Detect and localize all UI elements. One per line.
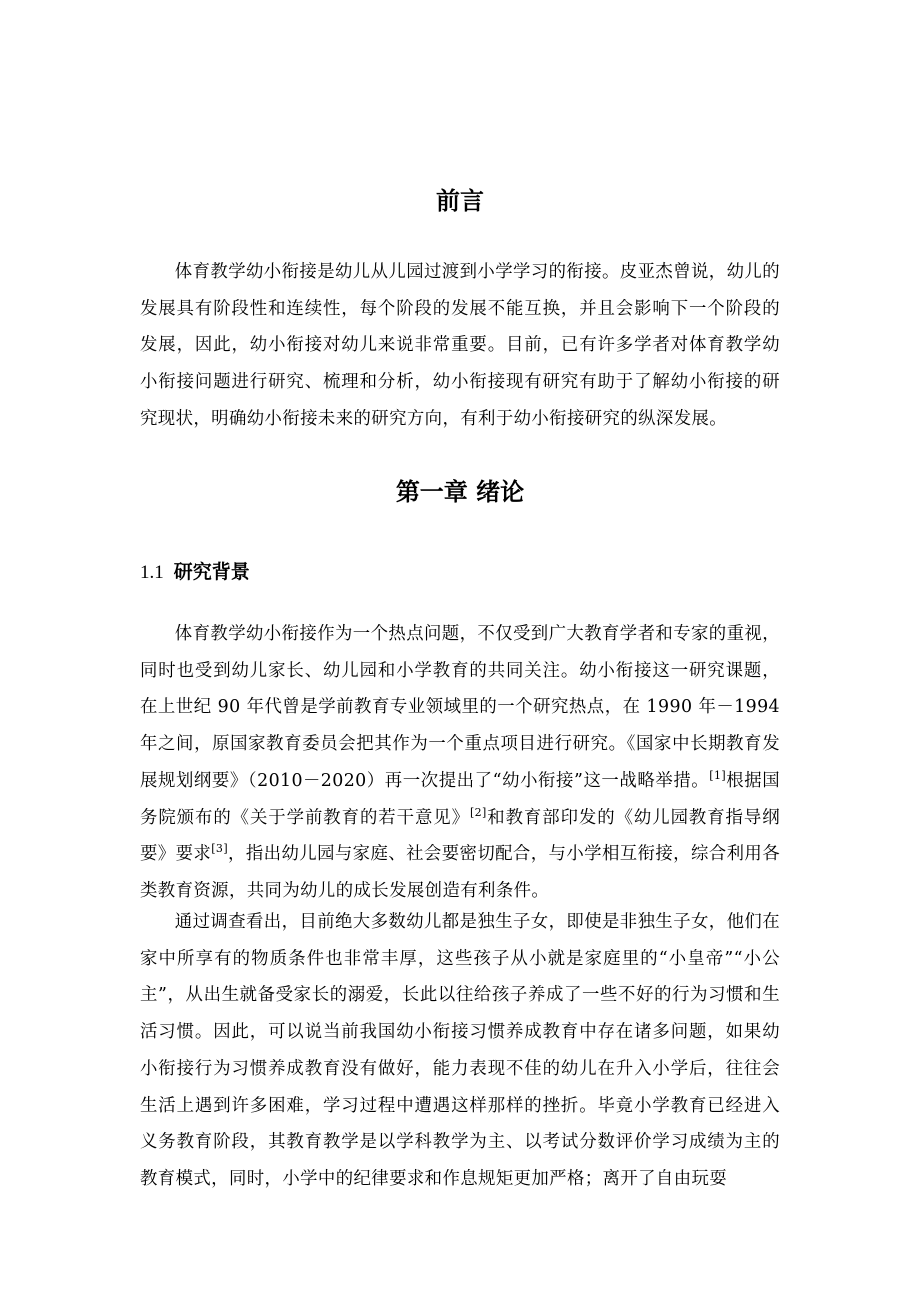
section-title: 研究背景 bbox=[173, 561, 250, 583]
citation-3: [3] bbox=[211, 842, 229, 856]
citation-1: [1] bbox=[709, 769, 727, 783]
preface-heading: 前言 bbox=[436, 187, 484, 215]
paragraph-text: ，指出幼儿园与家庭、社会要密切配合，与小学相互衔接，综合利用各类教育资源，共同为幼儿的成长发展创造有利条件。 bbox=[140, 844, 781, 901]
section-number: 1.1 bbox=[140, 562, 164, 583]
preface-paragraph: 体育教学幼小衔接是幼儿从儿园过渡到小学学习的衔接。皮亚杰曾说，幼儿的发展具有阶段性和连续性，每个阶段的发展不能互换，并且会影响下一个阶段的发展，因此，幼小衔接对幼儿来说非常重要。目前，已有许多学者对体育教学幼小衔接问题进行研究、梳理和分析，幼小衔接现有研究有助于了解幼小衔接的研究现状，明确幼小衔接未来的研究方向，有利于幼小衔接研究的纵深发展。 bbox=[140, 262, 780, 429]
section-heading bbox=[140, 558, 250, 587]
citation-2: [2] bbox=[469, 805, 487, 819]
paragraph-text: 和教育部印发的《幼儿园教育指导纲要》要求 bbox=[140, 807, 781, 865]
paragraph-text: 根据国务院颁布的《关于学前教育的若干意见》 bbox=[140, 770, 780, 828]
background-paragraph-1 bbox=[140, 616, 780, 910]
paragraph-text: 体育教学幼小衔接作为一个热点问题，不仅受到广大教育学者和专家的重视，同时也受到幼儿家长、幼儿园和小学教育的共同关注。幼小衔接这一研究课题，在上世纪 90 年代曾是学前教育专业领域里的一个研究热点，在 1990 年－1994 年之间，原国家教育委员会把其作为一个重点项目进行研究。《国家中长期教育发展规划纲要》（2010－2020）再一次提出了“幼小衔接”这一战略举措。 bbox=[140, 624, 780, 791]
background-paragraph-2: 通过调查看出，目前绝大多数幼儿都是独生子女，即使是非独生子女，他们在家中所享有的物质条件也非常丰厚，这些孩子从小就是家庭里的“小皇帝”“小公主”，从出生就备受家长的溺爱，长此以往给孩子养成了一些不好的行为习惯和生活习惯。因此，可以说当前我国幼小衔接习惯养成教育中存在诸多问题，如果幼小衔接行为习惯养成教育没有做好，能力表现不佳的幼儿在升入小学后，往往会生活上遇到许多困难，学习过程中遭遇这样那样的挫折。毕竟小学教育已经进入义务教育阶段，其教育教学是以学科教学为主、以考试分数评价学习成绩为主的教育模式，同时，小学中的纪律要求和作息规矩更加严格；离开了自由玩耍 bbox=[140, 912, 780, 1189]
chapter-heading: 第一章 绪论 bbox=[395, 478, 525, 506]
